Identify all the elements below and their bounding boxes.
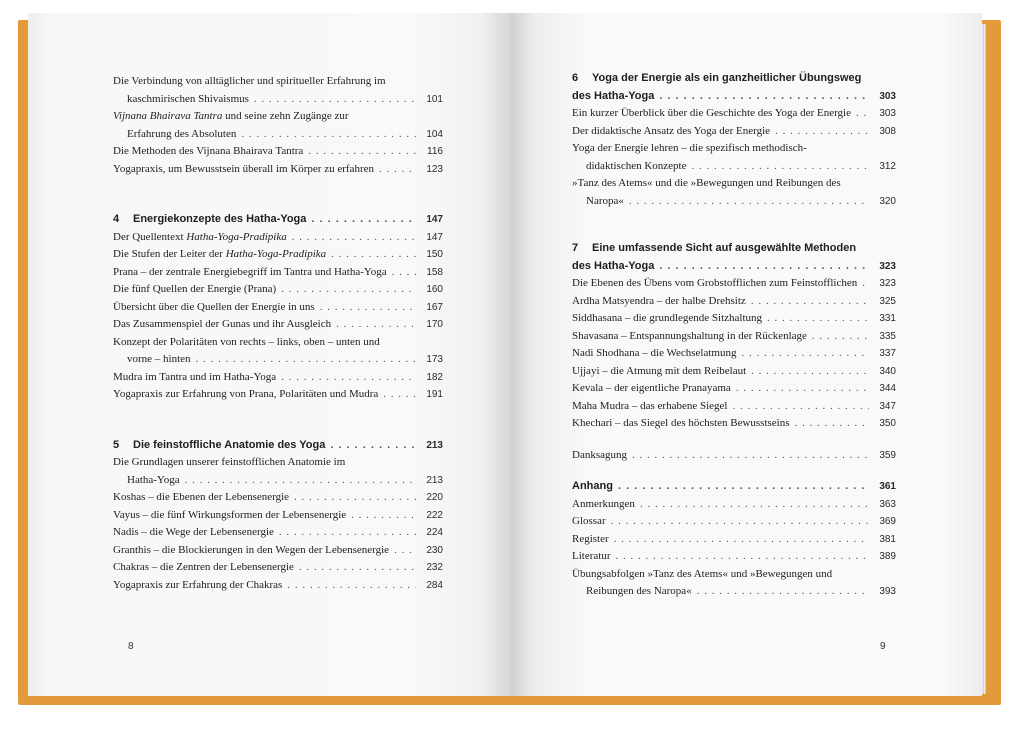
toc-entry-title: Kevala – der eigentliche Pranayama xyxy=(572,382,731,394)
dot-leader xyxy=(741,345,869,362)
toc-entry xyxy=(113,542,443,560)
toc-page-number: 191 xyxy=(426,389,443,400)
dot-leader xyxy=(629,193,869,210)
toc-entry xyxy=(113,91,443,109)
toc-entry xyxy=(113,369,443,387)
dot-leader xyxy=(618,478,869,495)
chapter-title: des Hatha-Yoga xyxy=(572,259,655,272)
dot-leader xyxy=(331,246,416,263)
toc-entry-title: Ardha Matsyendra – der halbe Drehsitz xyxy=(572,294,746,307)
chapter-title: des Hatha-Yoga xyxy=(572,89,655,102)
chapter-title: Energiekonzepte des Hatha-Yoga xyxy=(133,213,307,225)
toc-entry-title: Erfahrung des Absoluten xyxy=(127,127,237,140)
dot-leader xyxy=(294,489,416,506)
toc-page-number: 116 xyxy=(427,146,443,157)
toc-left xyxy=(113,73,443,594)
toc-entry-title: Die Stufen der Leiter der Hatha-Yoga-Pradipika xyxy=(113,248,327,260)
toc-entry-title: Nadi Shodhana – die Wechselatmung xyxy=(572,347,737,359)
toc-entry-title: Khechari – das Siegel des höchsten Bewusstseins xyxy=(572,417,790,429)
toc-entry-title: Chakras – die Zentren der Lebensenergie xyxy=(113,561,294,573)
dot-leader xyxy=(299,559,416,576)
dot-leader xyxy=(185,472,416,489)
toc-entry-title: Maha Mudra – das erhabene Siegel xyxy=(572,399,728,412)
toc-entry xyxy=(113,299,443,317)
dot-leader xyxy=(767,310,869,327)
dot-leader xyxy=(351,507,416,524)
toc-page-number: 213 xyxy=(426,439,443,451)
toc-entry xyxy=(113,126,443,144)
toc-entry-title: Mudra im Tantra und im Hatha-Yoga xyxy=(113,370,277,383)
toc-page-number: 325 xyxy=(879,295,896,307)
toc-entry-title: Die Ebenen des Übens vom Grobstofflichen zum Feinstofflichen xyxy=(572,277,858,289)
chapter-title: Yoga der Energie als ein ganzheitlicher Übungsweg xyxy=(592,72,862,84)
dot-leader xyxy=(336,316,416,333)
toc-entry xyxy=(113,472,443,490)
toc-entry-title: Koshas – die Ebenen der Lebensenergie xyxy=(113,491,290,503)
toc-entry-title: Die Methoden des Vijnana Bhairava Tantra xyxy=(113,145,304,157)
dot-leader xyxy=(611,513,869,530)
toc-entry-title: Das Zusammenspiel der Gunas und ihr Ausgleich xyxy=(113,318,332,330)
toc-entry xyxy=(113,281,443,299)
dot-leader xyxy=(287,577,416,594)
toc-page-number: 344 xyxy=(879,383,896,394)
toc-page-number: 359 xyxy=(879,449,896,461)
dot-leader xyxy=(308,143,416,160)
dot-leader xyxy=(615,548,869,565)
dot-leader xyxy=(751,363,869,380)
toc-page-number: 170 xyxy=(426,319,443,330)
toc-page-number: 303 xyxy=(879,108,896,119)
toc-entry-line: Die Verbindung von alltäglicher und spiritueller Erfahrung im xyxy=(113,75,386,87)
dot-leader xyxy=(330,437,416,454)
toc-page-number: 220 xyxy=(426,492,443,503)
chapter-heading xyxy=(113,437,443,455)
dot-leader xyxy=(281,369,416,386)
toc-entry xyxy=(572,328,896,346)
toc-page-number: 222 xyxy=(426,509,443,521)
toc-entry-title: Reibungen des Naropa« xyxy=(586,585,692,597)
dot-leader xyxy=(856,105,869,122)
toc-entry xyxy=(572,583,896,601)
dot-leader xyxy=(281,281,416,298)
toc-page-number: 320 xyxy=(879,195,896,207)
dot-leader xyxy=(692,158,870,175)
toc-page-number: 158 xyxy=(426,266,443,278)
toc-entry-title: Yogapraxis, um Bewusstsein überall im Körper zu erfahren xyxy=(113,162,374,175)
chapter-number: 4 xyxy=(113,213,120,225)
toc-entry xyxy=(113,316,443,334)
toc-entry-title: vorne – hinten xyxy=(127,353,191,365)
toc-page-number: 101 xyxy=(426,93,443,105)
dot-leader xyxy=(795,415,869,432)
toc-entry-title: Glossar xyxy=(572,515,606,527)
toc-entry xyxy=(113,161,443,179)
toc-entry xyxy=(572,513,896,531)
toc-entry xyxy=(113,559,443,577)
toc-page-number: 123 xyxy=(426,163,443,175)
toc-entry-title: Vayus – die fünf Wirkungsformen der Lebensenergie xyxy=(113,508,347,521)
toc-page-number: 350 xyxy=(879,418,896,429)
toc-entry xyxy=(113,524,443,542)
dot-leader xyxy=(614,531,869,548)
toc-entry-title: Der Quellentext Hatha-Yoga-Pradipika xyxy=(113,230,287,243)
dot-leader xyxy=(254,91,416,108)
chapter-heading-cont xyxy=(572,88,896,106)
toc-entry-line: Yoga der Energie lehren – die spezifisch methodisch- xyxy=(572,142,807,154)
toc-entry-line: Übungsabfolgen »Tanz des Atems« und »Bewegungen und xyxy=(572,567,833,580)
dot-leader xyxy=(394,542,416,559)
toc-entry-title: Ein kurzer Überblick über die Geschichte des Yoga der Energie xyxy=(572,107,851,119)
toc-entry-title: Danksagung xyxy=(572,448,627,461)
chapter-heading xyxy=(572,240,896,258)
toc-entry-line: Vijnana Bhairava Tantra und seine zehn Zugänge zur xyxy=(113,110,349,122)
toc-page-number: 182 xyxy=(426,371,443,383)
toc-entry xyxy=(113,577,443,595)
toc-entry-title: Granthis – die Blockierungen in den Wegen der Lebensenergie xyxy=(113,543,390,556)
right-page xyxy=(510,13,982,696)
dot-leader xyxy=(392,264,416,281)
toc-entry xyxy=(572,345,896,363)
chapter-title: Die feinstoffliche Anatomie des Yoga xyxy=(133,438,326,451)
dot-leader xyxy=(659,88,869,105)
toc-entry-title: Prana – der zentrale Energiebegriff im Tantra und Hatha-Yoga xyxy=(113,265,387,278)
toc-entry xyxy=(113,246,443,264)
toc-page-number: 308 xyxy=(879,125,896,137)
toc-entry-title: Literatur xyxy=(572,550,611,562)
toc-page-number: 323 xyxy=(879,260,896,272)
toc-entry xyxy=(113,143,443,161)
chapter-title: Anhang xyxy=(572,480,613,492)
toc-page-number: 393 xyxy=(879,586,896,597)
toc-page-number: 363 xyxy=(879,498,896,510)
toc-page-number: 104 xyxy=(426,128,443,140)
toc-page-number: 232 xyxy=(426,562,443,573)
chapter-heading xyxy=(572,70,896,88)
toc-entry-line: Konzept der Polaritäten von rechts – links, oben – unten und xyxy=(113,335,380,348)
toc-page-number: 381 xyxy=(879,533,896,545)
toc-entry-danksagung xyxy=(572,447,896,465)
toc-page-number: 284 xyxy=(426,579,443,591)
toc-entry xyxy=(572,548,896,566)
dot-leader xyxy=(320,299,416,316)
toc-entry-line: Die Grundlagen unserer feinstofflichen Anatomie im xyxy=(113,456,346,468)
toc-entry xyxy=(572,398,896,416)
toc-page-number: 173 xyxy=(426,354,443,365)
toc-entry-line: »Tanz des Atems« und die »Bewegungen und Reibungen des xyxy=(572,177,841,189)
toc-page-number: 167 xyxy=(426,301,443,313)
chapter-number: 5 xyxy=(113,438,120,451)
toc-entry xyxy=(113,489,443,507)
page-number-right: 9 xyxy=(880,641,886,652)
dot-leader xyxy=(697,583,869,600)
dot-leader xyxy=(659,258,869,275)
toc-entry xyxy=(113,507,443,525)
toc-page-number: 340 xyxy=(879,365,896,377)
dot-leader xyxy=(379,161,416,178)
toc-page-number: 230 xyxy=(426,544,443,556)
toc-entry-title: Die fünf Quellen der Energie (Prana) xyxy=(113,283,277,295)
chapter-number: 6 xyxy=(572,72,579,84)
toc-entry-title: Shavasana – Entspannungshaltung in der Rückenlage xyxy=(572,329,807,342)
page-number-left: 8 xyxy=(128,641,134,652)
dot-leader xyxy=(632,447,869,464)
dot-leader xyxy=(775,123,869,140)
toc-entry-title: Der didaktische Ansatz des Yoga der Energie xyxy=(572,124,771,137)
toc-entry xyxy=(572,123,896,141)
toc-page-number: 147 xyxy=(426,231,443,243)
toc-page-number: 147 xyxy=(426,214,443,225)
toc-page-number: 389 xyxy=(879,551,896,562)
toc-page-number: 347 xyxy=(879,400,896,412)
toc-entry xyxy=(572,158,896,176)
toc-entry-title: didaktischen Konzepte xyxy=(586,159,687,172)
toc-page-number: 335 xyxy=(879,330,896,342)
toc-page-number: 323 xyxy=(879,278,896,289)
dot-leader xyxy=(241,126,416,143)
toc-entry xyxy=(113,386,443,404)
toc-entry xyxy=(572,415,896,433)
toc-entry xyxy=(572,310,896,328)
toc-page-number: 224 xyxy=(426,527,443,538)
toc-page-number: 160 xyxy=(426,284,443,295)
toc-page-number: 337 xyxy=(879,348,896,359)
dot-leader xyxy=(736,380,869,397)
toc-entry-title: Ujjayi – die Atmung mit dem Reibelaut xyxy=(572,364,747,377)
toc-page-number: 331 xyxy=(879,313,896,324)
chapter-heading xyxy=(572,478,896,496)
toc-entry xyxy=(113,229,443,247)
chapter-number: 7 xyxy=(572,242,579,254)
chapter-heading-cont xyxy=(572,258,896,276)
toc-entry xyxy=(572,293,896,311)
toc-entry-title: Siddhasana – die grundlegende Sitzhaltung xyxy=(572,312,763,324)
toc-page-number: 312 xyxy=(879,160,896,172)
chapter-title: Eine umfassende Sicht auf ausgewählte Methoden xyxy=(592,242,857,254)
dot-leader xyxy=(196,351,416,368)
toc-entry xyxy=(572,380,896,398)
dot-leader xyxy=(279,524,416,541)
dot-leader xyxy=(862,275,869,292)
chapter-heading xyxy=(113,211,443,229)
toc-page-number: 213 xyxy=(426,474,443,486)
toc-page-number: 369 xyxy=(879,516,896,527)
toc-entry-title: Anmerkungen xyxy=(572,497,635,510)
left-page xyxy=(28,13,510,696)
dot-leader xyxy=(383,386,416,403)
toc-right xyxy=(572,70,896,601)
toc-entry-title: Naropa« xyxy=(586,194,624,207)
toc-entry xyxy=(572,531,896,549)
dot-leader xyxy=(292,229,416,246)
dot-leader xyxy=(751,293,869,310)
toc-entry-title: Yogapraxis zur Erfahrung der Chakras xyxy=(113,578,283,591)
toc-entry-title: Hatha-Yoga xyxy=(127,473,180,486)
toc-entry xyxy=(572,363,896,381)
toc-entry-title: Übersicht über die Quellen der Energie in uns xyxy=(113,300,315,313)
toc-entry xyxy=(113,351,443,369)
toc-entry xyxy=(572,496,896,514)
toc-entry xyxy=(572,275,896,293)
toc-entry-title: Register xyxy=(572,532,609,545)
dot-leader xyxy=(640,496,869,513)
dot-leader xyxy=(311,211,416,228)
toc-entry-title: kaschmirischen Shivaismus xyxy=(127,92,249,105)
toc-entry xyxy=(572,105,896,123)
toc-page-number: 150 xyxy=(426,249,443,260)
toc-page-number: 303 xyxy=(879,90,896,102)
toc-entry xyxy=(113,264,443,282)
dot-leader xyxy=(732,398,869,415)
toc-page-number: 361 xyxy=(879,481,896,492)
toc-entry-title: Nadis – die Wege der Lebensenergie xyxy=(113,526,274,538)
toc-entry xyxy=(572,193,896,211)
toc-entry-title: Yogapraxis zur Erfahrung von Prana, Polaritäten und Mudra xyxy=(113,388,379,400)
dot-leader xyxy=(812,328,869,345)
